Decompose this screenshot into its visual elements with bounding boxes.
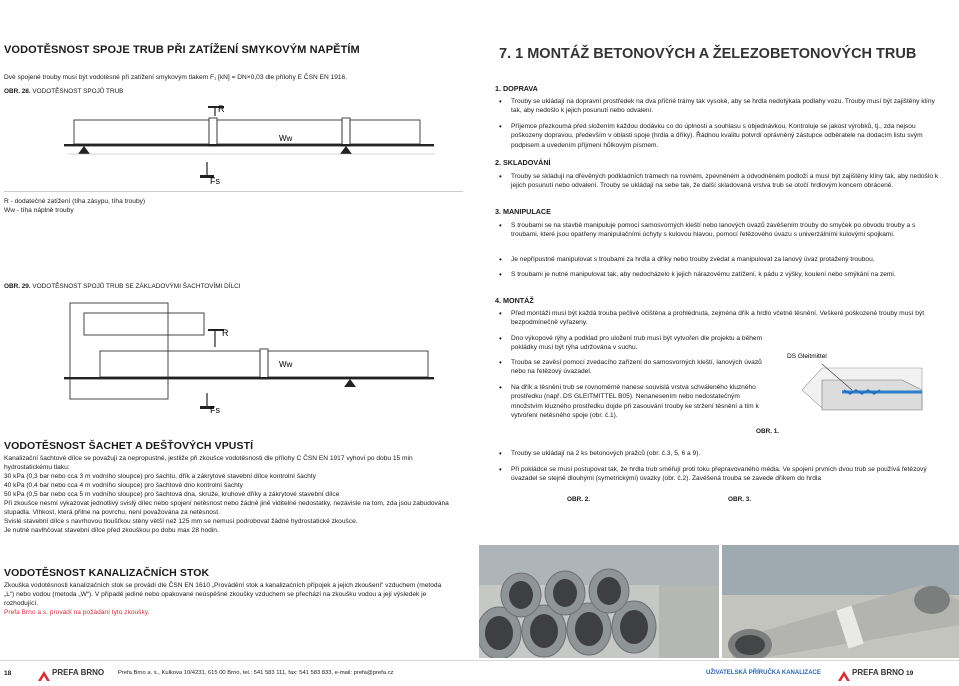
support-right [340, 146, 352, 154]
s2-bullet-1: • Trouby se skladují na dřevěných podkladních trámech na rovném, zpevněném a odvodněném podloží a musí být zajištěny klíny tak, aby nedošlo k jejich posunutí nebo odvalení. Trouby se ukládají na sebe tak, že další skladovaná vrstva trub se otočí hrdlovým koncem obráceně. [511, 172, 941, 191]
pipe-socket-2 [342, 118, 350, 146]
ds-label: DS Gleitmittel [787, 353, 827, 360]
fig29-diagram [60, 293, 450, 421]
page-number-left: 18 [4, 670, 12, 677]
fig29-label-r: R [222, 328, 229, 338]
sec3-p1: Zkouška vodotěsnosti kanalizačních stok se provádí dle ČSN EN 1610 „Provádění stok a kanalizačních přípojek a jejich zkoušení“ vzduchem (metoda „L“) nebo vodou (metoda „W“). V případě jediné nebo opakované neúspěšné zkoušky vzduchem se přechází na zkoušku vodou a její výsledek je rozhodující. [4, 582, 442, 607]
sec2-body [4, 454, 458, 535]
pipe-socket-1 [209, 118, 217, 146]
brand-name-left: PREFA BRNO [52, 668, 105, 677]
sec3-body [4, 581, 450, 617]
sec3-p2: Prefa Brno a.s. provádí na požádání tyto zkoušky. [4, 609, 150, 616]
pipe-bottom-1 [100, 351, 260, 377]
s3-heading: 3. MANIPULACE [495, 207, 551, 216]
sec2-p2: Při zkoušce nesmí vykazovat jednotlivý svislý dílec nebo spojení netěsnost nebo žádné jiné viditelné nedostatky, nezávisle na tom, zda jsou zabudována stupadla. Vlhkost, která přilne na povrchu, není považována za netěsnost. [4, 500, 449, 516]
s1-bullet-1: • Trouby se ukládají na dopravní prostředek na dva příčné trámy tak vysoké, aby se hrdla nedotýkala podlahy vozu. Trouby musí být zajištěny klíny tak, aby nedošlo k jejich posunutí nebo odvalení. [511, 97, 941, 116]
s1-heading: 1. DOPRAVA [495, 84, 538, 93]
support-beam [64, 377, 434, 379]
left-intro: Dvě spojené trouby musí být vodotěsné při zatížení smykovým tlakem F₁ [kN] = DN×0,03 dle přílohy E ČSN EN 1916. [4, 74, 348, 81]
divider [4, 191, 463, 192]
support-beam [64, 144, 434, 146]
s4-bullet-2: • Dno výkopové rýhy a podklad pro uložení trub musí být vytvořen dle projektu a během pokládky musí být rýha udržována v suchu. [511, 334, 771, 353]
fig28-label-r: R [218, 104, 225, 114]
brand-logo-icon [838, 668, 850, 678]
fig29-label-fs: Fs [210, 405, 220, 415]
left-title: VODOTĚSNOST SPOJE TRUB PŘI ZATÍŽENÍ SMYKOVÝM NAPĚTÍM [4, 44, 360, 56]
support-right [344, 379, 356, 387]
s3-bullet-3: • S troubami je nutné manipulovat tak, aby nedocházelo k jejich nárazovému zatížení, k pádu z výšky, koulení nebo smýkání na zemi. [511, 270, 931, 279]
legend-w: Ww - tíha náplně trouby [4, 207, 74, 214]
s4-bullet-1: • Před montáží musí být každá trouba pečlivě očištěna a prohlédnuta, zejména dřík a hrdlo včetně těsnění. Veškeré poškozené trouby musí být bezpodmínečně vyřazeny. [511, 309, 931, 328]
footer-address: Prefa Brno a. s., Kulkova 10/4231, 615 00 Brno, tel.: 541 583 111, fax: 541 583 833, e-mail: prefa@prefa.cz [118, 670, 394, 676]
s4-bullet-5: • Trouby se ukládají na 2 ks betonových pražců (obr. č.3, 5, 6 a 9). [511, 449, 931, 458]
fig29-title: VODOTĚSNOST SPOJŮ TRUB SE ZÁKLADOVÝMI ŠACHTOVÍMI DÍLCI [32, 283, 241, 290]
fig28-title: VODOTĚSNOST SPOJŮ TRUB [32, 88, 124, 95]
sec2-title: VODOTĚSNOST ŠACHET A DEŠŤOVÝCH VPUSTÍ [4, 440, 254, 452]
s2-heading: 2. SKLADOVÁNÍ [495, 158, 551, 167]
footer-guide: UŽIVATELSKÁ PŘÍRUČKA KANALIZACE [706, 670, 821, 676]
s4-bullet-6: • Při pokládce se musí postupovat tak, že hrdla trub směřují proti toku přepravovaného média. Ve spojení prvních dvou trub se používá řetězový úvazadel se stejně dlouhými (symetrickými) úvazky (obr. č.2). Zavěšená trouba se zavede dříkem do hrdla [511, 465, 931, 484]
sec3-title: VODOTĚSNOST KANALIZAČNÍCH STOK [4, 567, 210, 579]
s3-bullet-2: • Je nepřípustné manipulovat s troubami za hrdla a dříky nebo trouby zvedat a manipulovat za lanový úvaz protažený troubou. [511, 255, 941, 264]
photo-pipes-stacked [479, 545, 719, 658]
pipe-top [84, 313, 204, 335]
fig2-caption: OBR. 2. [567, 496, 591, 503]
sec2-l2: 40 kPa (0,4 bar nebo cca 4 m vodního sloupce) pro šachtové dno kontrolní šachty [4, 482, 243, 489]
brand-name-right: PREFA BRNO [852, 668, 905, 677]
fig1-caption: OBR. 1. [756, 428, 780, 435]
footer [0, 660, 959, 682]
fig29-label-ww: Ww [279, 360, 293, 369]
sec2-l3: 50 kPa (0,5 bar nebo cca 5 m vodního sloupce) pro šachtová dna, skruže, kruhové dříky a zákrytové stavební dílce [4, 491, 340, 498]
brand-logo-icon [38, 668, 50, 678]
fig28-label-ww: Ww [279, 134, 293, 143]
right-title: 7. 1 MONTÁŽ BETONOVÝCH A ŽELEZOBETONOVÝCH TRUB [499, 46, 917, 62]
fig28-caption [4, 88, 123, 95]
fig29-caption [4, 283, 241, 290]
fig1-seal-detail [782, 350, 952, 430]
pipe-socket [260, 349, 268, 379]
fig28-number: OBR. 28. [4, 88, 31, 95]
fig28-diagram [60, 100, 450, 192]
sec2-p1: Kanalizační šachtové dílce se považují za nepropustné, jestliže při zkoušce vodotěsnosti dle přílohy C ČSN EN 1917 vyhoví po dobu 15 min hydrostatickému tlaku: [4, 455, 413, 471]
fig28-label-fs: Fs [210, 176, 220, 186]
fig29-number: OBR. 29. [4, 283, 31, 290]
sec2-p3: Svislé stavební dílce s navrhovou tloušťkou stěny větší než 125 mm se nemusí podrobovat žádné hydrostatické zkoušce. [4, 518, 358, 525]
s4-heading: 4. MONTÁŽ [495, 296, 534, 305]
sec2-p4: Je nutné navlhčovat stavební dílce před zkouškou po dobu max 28 hodin. [4, 527, 219, 534]
photo-pipes-yard [722, 545, 959, 658]
s4-bullet-3: • Trouba se zavěsí pomocí zvedacího zařízení do samosvorných kleští, lanových úvazů nebo na řetězový úvazadel. [511, 358, 771, 377]
s1-bullet-2: • Příjemce přezkoumá před složením každou dodávku co do úplnosti a souhlasu s objednávkou. Kontroluje se jakost výrobků, tj., zda nejsou poškozeny dopravou, především v oblasti spoje (hrdla a dříky). Řádnou kvalitu potvrdí oprávněný zástupce odběratele na dodacím listu svým podpisem a uvedením příjmení hůlkovým písmem. [511, 122, 931, 150]
s4-bullet-4: • Na dřík a těsnění trub se rovnoměrně nanese souvislá vrstva schváleného kluzného prostředku (např. DS GLEITMITTEL B05). Nenanesením nebo nedostatečným množstvím kluzného prostředku dojde při zasouvání trouby ke stržení těsnění a tím k vytvoření netěsného spoje (obr. č.1). [511, 383, 773, 421]
s3-bullet-1: • S troubami se na stavbě manipuluje pomocí samosvorných kleští nebo lanových úvazů zavěšením trouby do smyček po obvodu trouby a s troubami, které jsou opatřeny manipulačními úchyty s kulovou hlavou, pomocí řetězového úvazu s univerzálními kulovými spojkami. [511, 221, 941, 240]
legend-r: R - dodatečné zatížení (tíha zásypu, tíha trouby) [4, 198, 146, 205]
support-left [78, 146, 90, 154]
fig3-caption: OBR. 3. [728, 496, 752, 503]
sec2-l1: 30 kPa (0,3 bar nebo cca 3 m vodního sloupce) pro šachtu, dřík a zákrytové stavební dílce kontrolní šachty [4, 473, 316, 480]
page-number-right: 19 [906, 670, 914, 677]
pipe-1 [74, 120, 209, 144]
pipe-3 [350, 120, 420, 144]
